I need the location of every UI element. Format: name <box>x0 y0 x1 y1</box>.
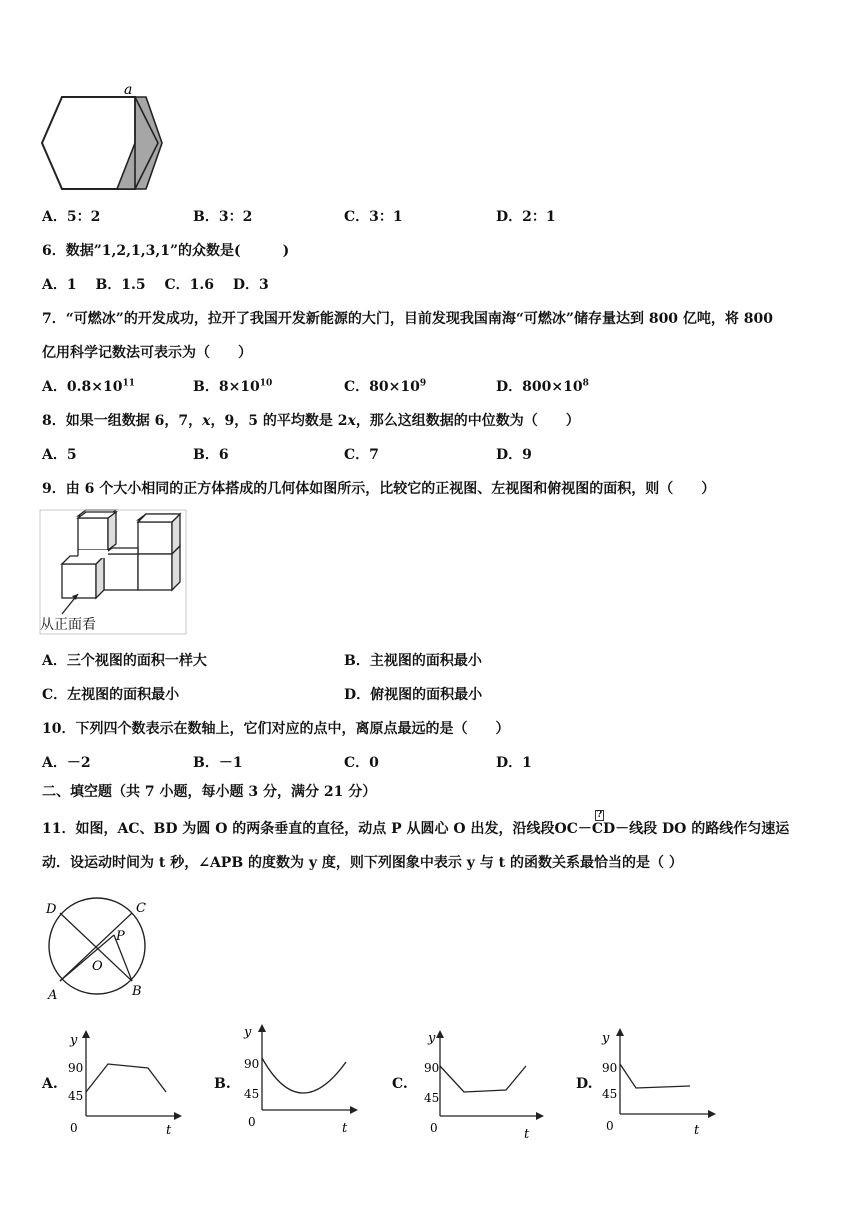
circle-label-c: C <box>136 901 146 916</box>
q10-option-a[interactable]: A．－2 <box>42 755 91 771</box>
graph-d-x-axis: t <box>694 1123 700 1138</box>
q6-options[interactable]: A．1 B．1.5 C．1.6 D．3 <box>42 277 269 293</box>
graph-c <box>414 1024 554 1140</box>
q8-option-c[interactable]: C．7 <box>344 447 379 463</box>
section-heading: 二、填空题（共 7 小题，每小题 3 分，满分 21 分） <box>42 784 377 800</box>
circle-figure <box>40 895 170 1005</box>
circle-label-p: P <box>116 929 125 944</box>
graph-c-tick-45: 45 <box>424 1091 440 1105</box>
graph-b-y-axis: y <box>244 1025 252 1040</box>
graph-d-y-axis: y <box>602 1031 610 1046</box>
q7-option-c[interactable]: C．$80\times 10^9$ <box>344 378 427 395</box>
q10-stem: 10．下列四个数表示在数轴上，它们对应的点中，离原点最远的是（ ） <box>42 721 510 737</box>
cubes-caption: 从正面看 <box>40 617 96 633</box>
graph-a <box>60 1024 190 1140</box>
q9-option-a[interactable]: A．三个视图的面积一样大 <box>42 653 207 669</box>
q5-option-a[interactable]: A．5：2 <box>42 209 101 225</box>
graph-d-tick-90: 90 <box>602 1061 618 1075</box>
graph-b-tick-90: 90 <box>244 1057 260 1071</box>
hexagon-figure <box>38 80 168 195</box>
arc-mark-icon: ? <box>596 810 603 820</box>
graph-d-option[interactable]: D. <box>576 1076 593 1092</box>
graph-a-origin: 0 <box>70 1121 78 1135</box>
q7-option-a[interactable]: A．$0.8\times 10^{11}$ <box>42 378 135 395</box>
circle-label-o: O <box>92 959 103 974</box>
q10-option-d[interactable]: D．1 <box>496 755 532 771</box>
q5-option-b[interactable]: B．3：2 <box>193 209 253 225</box>
graph-c-tick-90: 90 <box>424 1061 440 1075</box>
graph-a-tick-45: 45 <box>68 1089 84 1103</box>
figure-label-a: a <box>124 82 133 98</box>
q7-stem-line1: 7．“可燃冰”的开发成功，拉开了我国开发新能源的大门，目前发现我国南海“可燃冰”储存量达到 800 亿吨，将 800 <box>42 311 774 327</box>
q7-option-d[interactable]: D．$800\times 10^8$ <box>496 378 589 395</box>
q6-stem: 6．数据”1,2,1,3,1”的众数是( ) <box>42 243 290 259</box>
graph-c-x-axis: t <box>524 1127 530 1140</box>
q8-option-b[interactable]: B．6 <box>193 447 229 463</box>
arc-cd-label: ? CD <box>591 810 616 837</box>
q10-option-b[interactable]: B．－1 <box>193 755 243 771</box>
q7-option-b[interactable]: B．$8\times 10^{10}$ <box>193 378 273 395</box>
graph-d-tick-45: 45 <box>602 1087 618 1101</box>
graph-a-option[interactable]: A. <box>42 1076 58 1092</box>
q9-option-c[interactable]: C．左视图的面积最小 <box>42 687 180 703</box>
graph-b-x-axis: t <box>342 1121 348 1134</box>
circle-label-b: B <box>132 984 142 999</box>
q9-option-b[interactable]: B．主视图的面积最小 <box>344 653 482 669</box>
graph-b <box>236 1018 366 1134</box>
q11-stem-line1: 11．如图，AC、BD 为圆 O 的两条垂直的直径，动点 P 从圆心 O 出发，沿线段OC－ ? CD－线段 DO 的路线作匀速运 <box>42 810 790 837</box>
graph-a-x-axis: t <box>166 1123 172 1138</box>
q8-option-a[interactable]: A．5 <box>42 447 77 463</box>
q8-stem: 8．如果一组数据 6，7，x，9，5 的平均数是 2x，那么这组数据的中位数为（ ） <box>42 413 580 429</box>
q7-stem-line2: 亿用科学记数法可表示为（ ） <box>42 345 252 361</box>
graph-b-origin: 0 <box>248 1115 256 1129</box>
q5-option-c[interactable]: C．3：1 <box>344 209 403 225</box>
q10-option-c[interactable]: C．0 <box>344 755 379 771</box>
q9-stem: 9．由 6 个大小相同的正方体搭成的几何体如图所示，比较它的正视图、左视图和俯视图的面积，则（ ） <box>42 481 716 497</box>
q8-option-d[interactable]: D．9 <box>496 447 532 463</box>
circle-label-a: A <box>48 988 58 1003</box>
circle-label-d: D <box>46 902 57 917</box>
graph-b-option[interactable]: B. <box>214 1076 231 1092</box>
graph-a-y-axis: y <box>70 1033 78 1048</box>
graph-d <box>594 1022 724 1138</box>
graph-c-origin: 0 <box>430 1121 438 1135</box>
q11-stem-line2: 动．设运动时间为 t 秒，∠APB 的度数为 y 度，则下列图象中表示 y 与 t 的函数关系最恰当的是（ ） <box>42 855 683 871</box>
graph-b-tick-45: 45 <box>244 1087 260 1101</box>
graph-d-origin: 0 <box>606 1119 614 1133</box>
q9-option-d[interactable]: D．俯视图的面积最小 <box>344 687 483 703</box>
graph-c-y-axis: y <box>428 1031 436 1046</box>
graph-a-tick-90: 90 <box>68 1061 84 1075</box>
graph-c-option[interactable]: C. <box>392 1076 408 1092</box>
q5-option-d[interactable]: D．2：1 <box>496 209 556 225</box>
